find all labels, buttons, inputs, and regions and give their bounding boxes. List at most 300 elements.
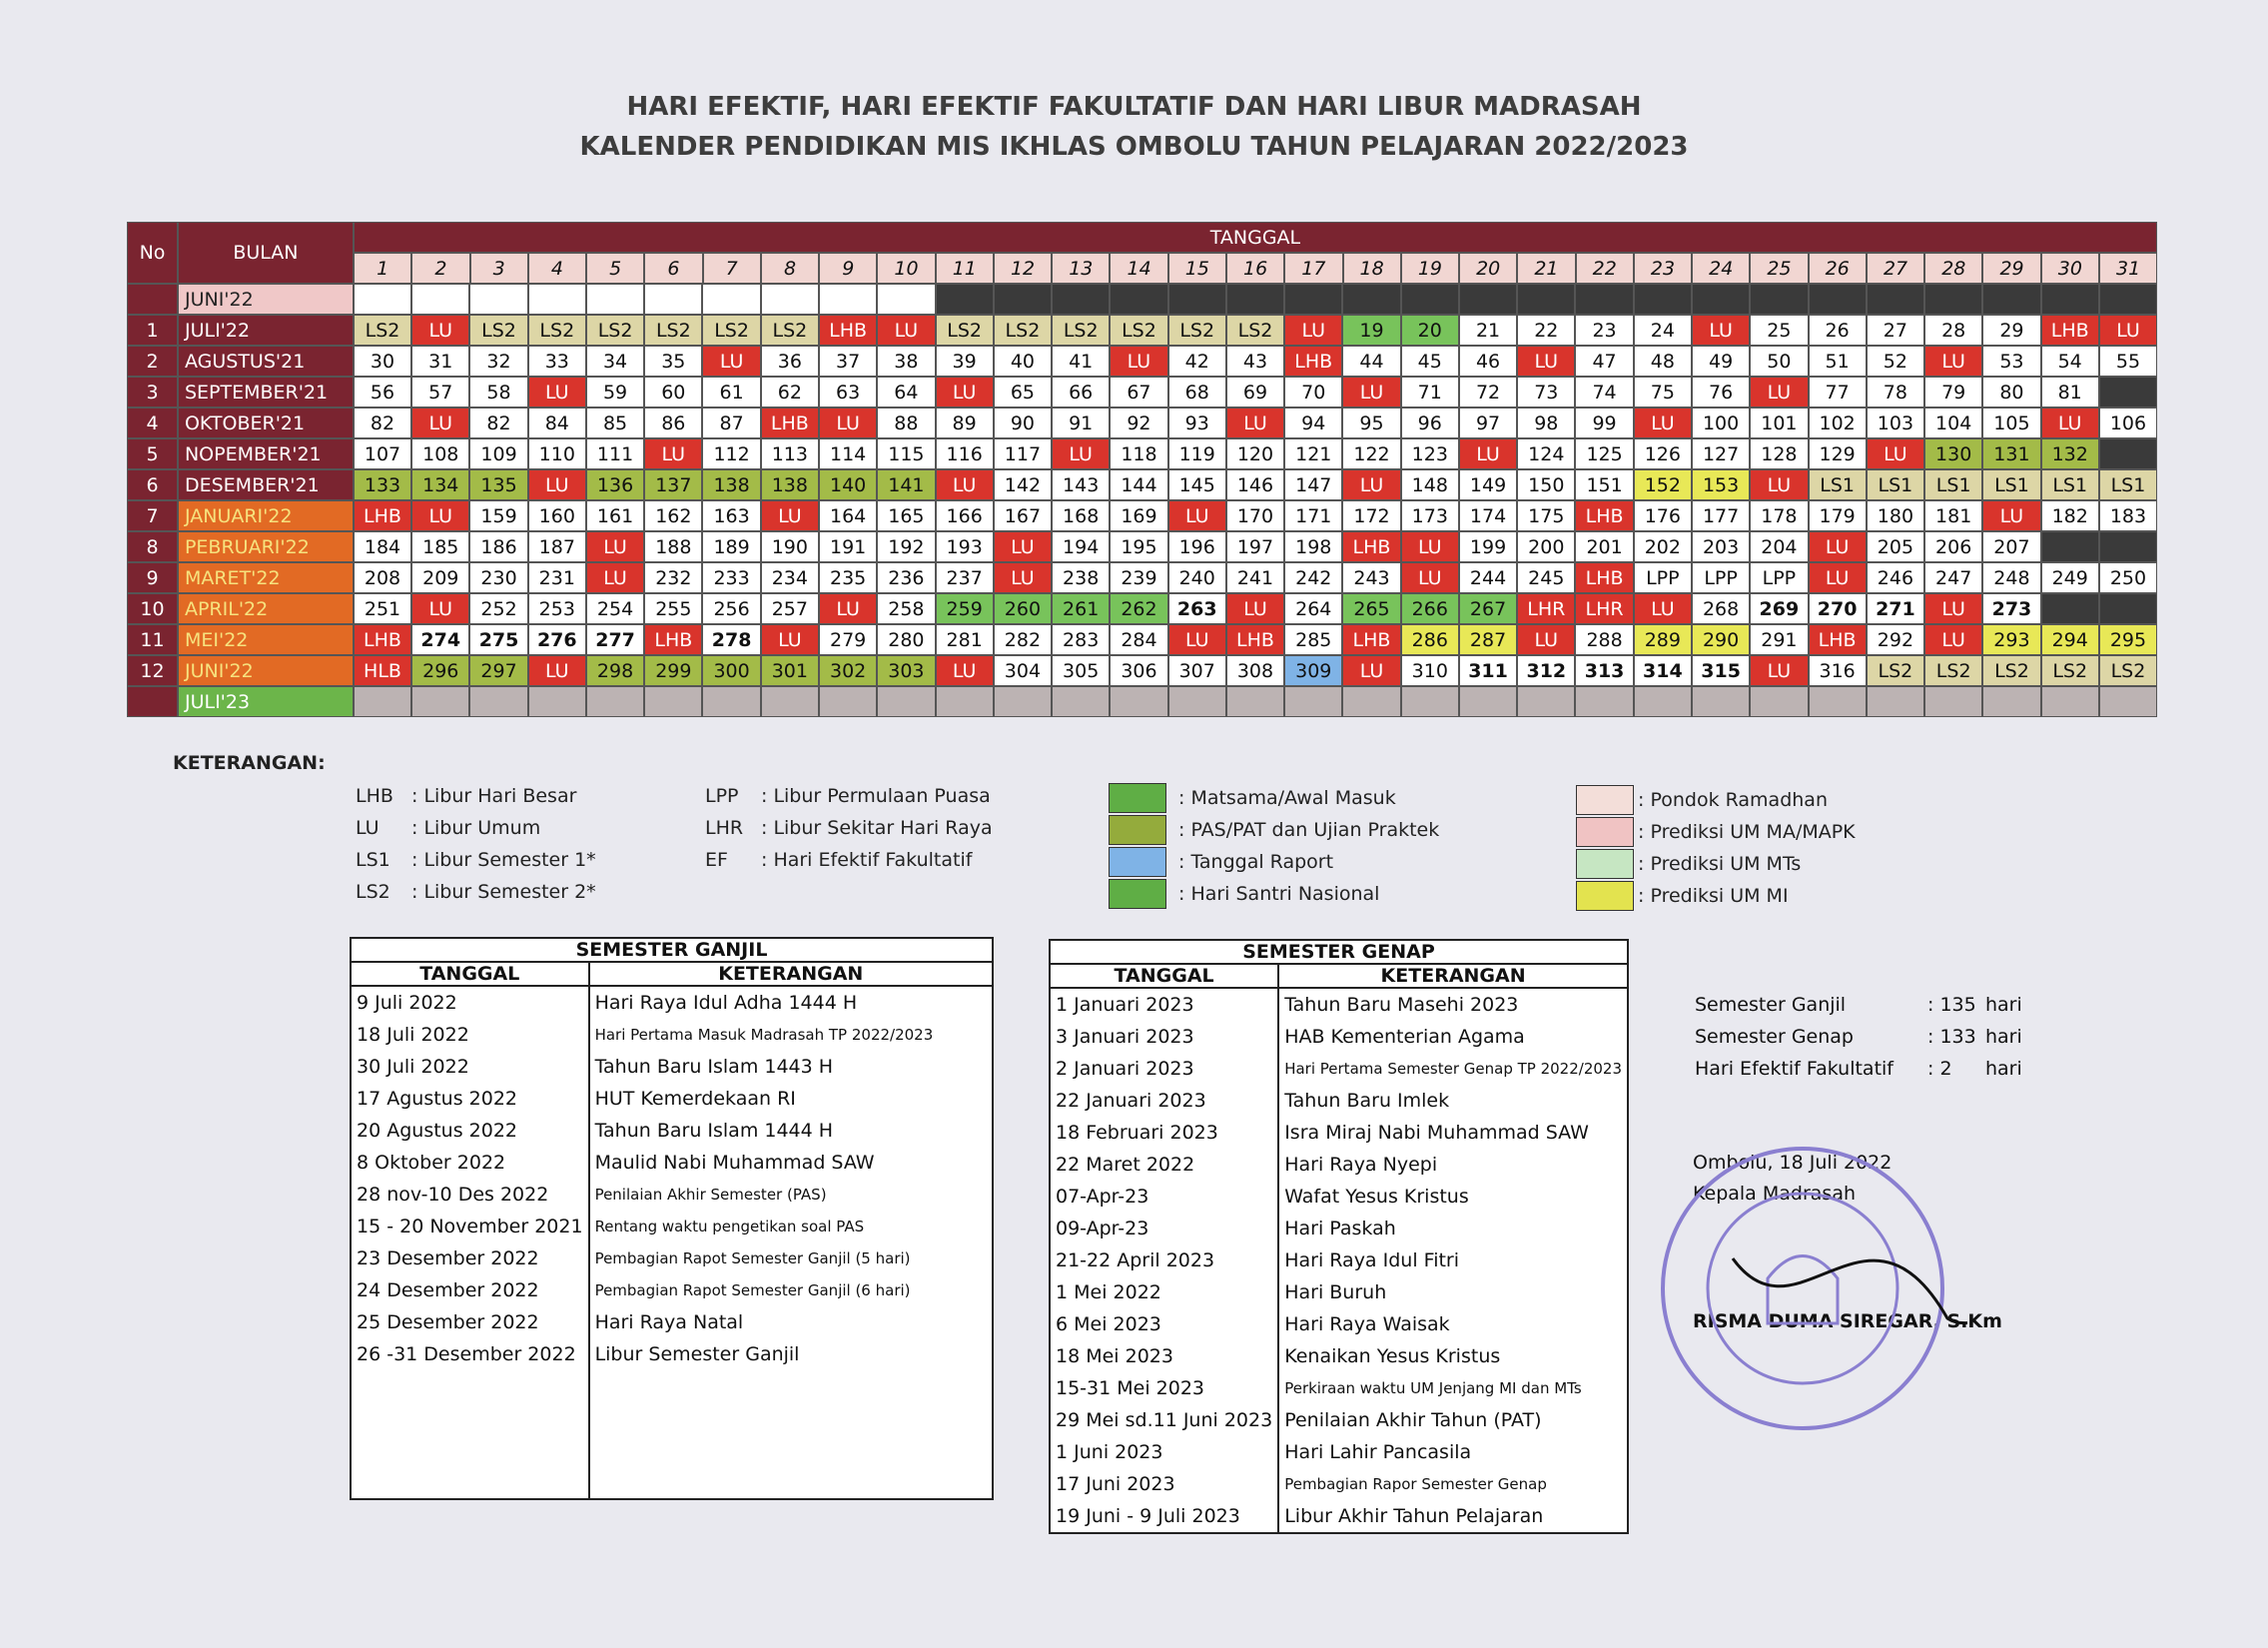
day-cell: 297 (469, 655, 527, 686)
day-cell: 76 (1692, 377, 1750, 408)
day-cell: 208 (354, 562, 411, 593)
day-cell: 69 (1226, 377, 1284, 408)
legend-color-desc: : Prediksi UM MI (1638, 885, 1789, 907)
day-cell: 161 (586, 500, 644, 531)
month-row (127, 531, 2157, 562)
day-cell (1052, 686, 1110, 717)
table-row (1050, 1181, 1628, 1213)
day-cell (1226, 686, 1284, 717)
legend-swatch (1576, 849, 1634, 879)
day-cell (644, 686, 702, 717)
day-cell (1401, 284, 1459, 315)
day-cell (469, 686, 527, 717)
day-cell: 284 (1110, 624, 1167, 655)
day-cell (761, 284, 819, 315)
row-date: 15 - 20 November 2021 (351, 1211, 589, 1242)
row-description: Pembagian Rapot Semester Ganjil (5 hari) (589, 1242, 993, 1274)
day-cell: LU (1226, 408, 1284, 438)
day-cell: 234 (761, 562, 819, 593)
day-cell: 29 (1982, 315, 2040, 346)
day-cell: 308 (1226, 655, 1284, 686)
day-cell: 263 (1168, 593, 1226, 624)
day-cell: 67 (1110, 377, 1167, 408)
month-row (127, 377, 2157, 408)
day-header: 17 (1284, 253, 1342, 284)
day-cell: 300 (702, 655, 760, 686)
table-row (1050, 988, 1628, 1021)
day-cell: 120 (1226, 438, 1284, 469)
day-header: 27 (1867, 253, 1924, 284)
day-cell: 105 (1982, 408, 2040, 438)
day-cell: 128 (1750, 438, 1808, 469)
row-date: 17 Juni 2023 (1050, 1468, 1278, 1500)
day-header: 14 (1110, 253, 1167, 284)
legend-color-desc: : Hari Santri Nasional (1178, 883, 1380, 905)
day-cell: 44 (1342, 346, 1400, 377)
day-cell: 305 (1052, 655, 1110, 686)
day-cell: 63 (819, 377, 877, 408)
day-cell: LS1 (2041, 469, 2099, 500)
day-cell: 112 (702, 438, 760, 469)
day-cell: 88 (877, 408, 935, 438)
day-cell: LS2 (2099, 655, 2157, 686)
day-cell (644, 284, 702, 315)
day-cell: 53 (1982, 346, 2040, 377)
day-cell: 298 (586, 655, 644, 686)
day-cell: LPP (1692, 562, 1750, 593)
day-cell: 160 (528, 500, 586, 531)
row-description: Hari Raya Waisak (1278, 1308, 1628, 1340)
legend-code: LHB (356, 785, 393, 807)
day-cell: 266 (1401, 593, 1459, 624)
day-cell: 236 (877, 562, 935, 593)
day-cell: 199 (1459, 531, 1517, 562)
month-row (127, 408, 2157, 438)
row-date (351, 1466, 589, 1499)
table-row (1050, 1213, 1628, 1244)
legend-swatch (1109, 815, 1166, 845)
legend-code-desc: : Libur Sekitar Hari Raya (761, 817, 993, 839)
day-header: 3 (470, 253, 528, 284)
day-cell: 280 (877, 624, 935, 655)
day-cell: LU (819, 593, 877, 624)
day-cell (1867, 284, 1924, 315)
table-row (351, 1019, 993, 1051)
legend-code: LPP (705, 785, 739, 807)
table-row (351, 1242, 993, 1274)
month-no: 7 (127, 500, 178, 531)
month-row (127, 438, 2157, 469)
day-cell (1226, 284, 1284, 315)
day-header: 23 (1634, 253, 1692, 284)
day-cell: 250 (2099, 562, 2157, 593)
day-cell: 150 (1517, 469, 1575, 500)
legend-code-desc: : Libur Semester 2* (411, 881, 596, 903)
day-header: 10 (877, 253, 935, 284)
day-cell: 61 (702, 377, 760, 408)
ganjil-title: SEMESTER GANJIL (351, 938, 993, 962)
day-cell: 278 (702, 624, 760, 655)
row-date: 07-Apr-23 (1050, 1181, 1278, 1213)
table-row (351, 1466, 993, 1499)
day-cell (761, 686, 819, 717)
legend-code: LHR (705, 817, 744, 839)
legend-color-desc: : PAS/PAT dan Ujian Praktek (1178, 819, 1440, 841)
row-date: 23 Desember 2022 (351, 1242, 589, 1274)
day-cell: 251 (354, 593, 411, 624)
month-name: JULI'23 (178, 686, 354, 717)
day-cell (586, 686, 644, 717)
day-cell: 114 (819, 438, 877, 469)
ganjil-col-tanggal: TANGGAL (351, 962, 589, 986)
day-cell: 80 (1982, 377, 2040, 408)
day-cell: 261 (1052, 593, 1110, 624)
day-cell: LS2 (702, 315, 760, 346)
day-cell: LS2 (1924, 655, 1982, 686)
day-cell: 265 (1342, 593, 1400, 624)
day-cell: 296 (411, 655, 469, 686)
day-cell: 306 (1110, 655, 1167, 686)
genap-title: SEMESTER GENAP (1050, 940, 1628, 964)
day-cell: 190 (761, 531, 819, 562)
day-cell (1168, 284, 1226, 315)
day-cell: 252 (469, 593, 527, 624)
row-date: 1 Mei 2022 (1050, 1276, 1278, 1308)
table-row (1050, 1117, 1628, 1149)
day-cell: 33 (528, 346, 586, 377)
day-cell (1342, 284, 1400, 315)
day-cell: LS2 (1982, 655, 2040, 686)
month-row (127, 469, 2157, 500)
day-cell (2099, 438, 2157, 469)
row-description: Libur Semester Ganjil (589, 1338, 993, 1370)
day-cell (1284, 284, 1342, 315)
legend-code: LU (356, 817, 379, 839)
month-name: DESEMBER'21 (178, 469, 354, 500)
day-cell: LHB (1575, 500, 1633, 531)
day-cell: 51 (1809, 346, 1867, 377)
day-header: 25 (1750, 253, 1808, 284)
day-cell: 86 (644, 408, 702, 438)
month-name: SEPTEMBER'21 (178, 377, 354, 408)
day-cell: 91 (1052, 408, 1110, 438)
day-header: 26 (1809, 253, 1867, 284)
row-description: Wafat Yesus Kristus (1278, 1181, 1628, 1213)
day-cell: 100 (1692, 408, 1750, 438)
table-row (351, 1051, 993, 1083)
day-cell: 258 (877, 593, 935, 624)
day-cell: 242 (1284, 562, 1342, 593)
day-cell: 206 (1924, 531, 1982, 562)
day-cell: 277 (586, 624, 644, 655)
day-cell: 125 (1575, 438, 1633, 469)
month-no: 8 (127, 531, 178, 562)
day-cell: 189 (702, 531, 760, 562)
day-cell: 246 (1867, 562, 1924, 593)
month-row (127, 593, 2157, 624)
month-name: OKTOBER'21 (178, 408, 354, 438)
day-cell (1575, 686, 1633, 717)
day-cell: LHB (2041, 315, 2099, 346)
summary-unit: hari (1985, 994, 2022, 1016)
table-row (1050, 1468, 1628, 1500)
day-cell: LU (1401, 562, 1459, 593)
day-cell: LHB (1809, 624, 1867, 655)
day-cell: 164 (819, 500, 877, 531)
day-cell: 32 (469, 346, 527, 377)
day-cell: 102 (1809, 408, 1867, 438)
day-header: 13 (1052, 253, 1110, 284)
day-cell: LU (1168, 624, 1226, 655)
day-cell (2099, 531, 2157, 562)
day-cell: 110 (528, 438, 586, 469)
day-cell: 108 (411, 438, 469, 469)
day-cell: 78 (1867, 377, 1924, 408)
day-cell: 140 (819, 469, 877, 500)
day-cell: LS1 (2099, 469, 2157, 500)
day-cell: LU (1809, 562, 1867, 593)
day-cell (1692, 686, 1750, 717)
row-description: HUT Kemerdekaan RI (589, 1083, 993, 1115)
day-cell: 135 (469, 469, 527, 500)
day-cell: 87 (702, 408, 760, 438)
day-cell: LU (644, 438, 702, 469)
day-cell: 182 (2041, 500, 2099, 531)
day-cell (1634, 686, 1692, 717)
day-cell: 123 (1401, 438, 1459, 469)
day-cell: LU (1342, 469, 1400, 500)
row-description: Tahun Baru Islam 1444 H (589, 1115, 993, 1147)
month-row (127, 686, 2157, 717)
day-cell (1809, 284, 1867, 315)
day-header: 20 (1459, 253, 1517, 284)
day-cell: 97 (1459, 408, 1517, 438)
day-cell: LU (528, 469, 586, 500)
day-cell: 289 (1634, 624, 1692, 655)
day-cell: 39 (936, 346, 994, 377)
legend-code: LS1 (356, 849, 390, 871)
row-description: Pembagian Rapor Semester Genap (1278, 1468, 1628, 1500)
day-cell: 46 (1459, 346, 1517, 377)
summary-label: Hari Efektif Fakultatif (1695, 1058, 1893, 1080)
day-cell: 264 (1284, 593, 1342, 624)
day-cell: 281 (936, 624, 994, 655)
day-cell: 176 (1634, 500, 1692, 531)
day-cell: 71 (1401, 377, 1459, 408)
day-cell (469, 284, 527, 315)
day-cell: LU (1867, 438, 1924, 469)
day-cell: 290 (1692, 624, 1750, 655)
day-cell: 19 (1342, 315, 1400, 346)
day-cell: LU (1924, 346, 1982, 377)
day-cell: LU (1342, 655, 1400, 686)
table-row (1050, 1021, 1628, 1053)
table-row (351, 1370, 993, 1402)
row-date: 21-22 April 2023 (1050, 1244, 1278, 1276)
day-header: 31 (2099, 253, 2157, 284)
day-cell: LU (2041, 408, 2099, 438)
day-cell: 153 (1692, 469, 1750, 500)
month-no: 12 (127, 655, 178, 686)
row-description (589, 1402, 993, 1434)
day-cell: LU (1052, 438, 1110, 469)
day-header: 30 (2041, 253, 2099, 284)
day-cell: 186 (469, 531, 527, 562)
day-cell: 203 (1692, 531, 1750, 562)
day-cell: 177 (1692, 500, 1750, 531)
day-cell: 109 (469, 438, 527, 469)
month-row (127, 562, 2157, 593)
day-header: 22 (1576, 253, 1634, 284)
day-cell: 118 (1110, 438, 1167, 469)
day-cell: 314 (1634, 655, 1692, 686)
legend-swatch (1109, 847, 1166, 877)
day-cell: LU (877, 315, 935, 346)
month-no: 3 (127, 377, 178, 408)
day-cell: LU (411, 408, 469, 438)
row-description: Kenaikan Yesus Kristus (1278, 1340, 1628, 1372)
day-cell: 162 (644, 500, 702, 531)
row-date: 6 Mei 2023 (1050, 1308, 1278, 1340)
day-cell: 245 (1517, 562, 1575, 593)
day-cell: 82 (469, 408, 527, 438)
day-cell (1575, 284, 1633, 315)
day-cell: LU (411, 593, 469, 624)
row-description: Hari Pertama Masuk Madrasah TP 2022/2023 (589, 1019, 993, 1051)
row-date: 18 Februari 2023 (1050, 1117, 1278, 1149)
day-cell: 81 (2041, 377, 2099, 408)
day-cell: 72 (1459, 377, 1517, 408)
day-cell (2099, 377, 2157, 408)
day-cell: 309 (1284, 655, 1342, 686)
day-cell: 47 (1575, 346, 1633, 377)
day-cell: 271 (1867, 593, 1924, 624)
day-cell: 294 (2041, 624, 2099, 655)
month-no: 5 (127, 438, 178, 469)
day-cell: 143 (1052, 469, 1110, 500)
table-row (351, 1274, 993, 1306)
day-cell: 64 (877, 377, 935, 408)
day-cell: 31 (411, 346, 469, 377)
row-description: Rentang waktu pengetikan soal PAS (589, 1211, 993, 1242)
row-date: 18 Juli 2022 (351, 1019, 589, 1051)
day-cell: 312 (1517, 655, 1575, 686)
day-cell: LU (994, 562, 1052, 593)
day-cell: HLB (354, 655, 411, 686)
month-no (127, 686, 178, 717)
legend-code-desc: : Libur Semester 1* (411, 849, 596, 871)
month-row (127, 624, 2157, 655)
row-date: 3 Januari 2023 (1050, 1021, 1278, 1053)
day-cell: 75 (1634, 377, 1692, 408)
day-cell: LPP (1750, 562, 1808, 593)
day-cell: 138 (761, 469, 819, 500)
day-cell: 279 (819, 624, 877, 655)
day-cell: LS1 (1867, 469, 1924, 500)
day-cell: 152 (1634, 469, 1692, 500)
month-no: 11 (127, 624, 178, 655)
day-cell: 260 (994, 593, 1052, 624)
day-cell: 233 (702, 562, 760, 593)
mosque-icon (1768, 1256, 1838, 1324)
day-header: 29 (1982, 253, 2040, 284)
day-cell (1634, 284, 1692, 315)
table-row (1050, 1436, 1628, 1468)
day-cell: 268 (1692, 593, 1750, 624)
row-description (589, 1434, 993, 1466)
summary-value: : 133 (1927, 1026, 1976, 1048)
day-cell (411, 686, 469, 717)
summary-label: Semester Ganjil (1695, 994, 1847, 1016)
day-cell: LU (819, 408, 877, 438)
day-cell: 98 (1517, 408, 1575, 438)
row-description: Hari Paskah (1278, 1213, 1628, 1244)
day-cell: 73 (1517, 377, 1575, 408)
day-cell (1517, 284, 1575, 315)
semester-ganjil-table (350, 937, 994, 1500)
row-date: 2 Januari 2023 (1050, 1053, 1278, 1085)
table-row (1050, 1500, 1628, 1533)
day-cell: 313 (1575, 655, 1633, 686)
day-cell: LU (528, 655, 586, 686)
table-row (1050, 1276, 1628, 1308)
day-cell: 111 (586, 438, 644, 469)
day-cell: LU (1924, 593, 1982, 624)
day-cell: LU (1809, 531, 1867, 562)
table-row (351, 1147, 993, 1179)
day-cell: 96 (1401, 408, 1459, 438)
row-date: 22 Maret 2022 (1050, 1149, 1278, 1181)
day-cell: 287 (1459, 624, 1517, 655)
day-cell: 134 (411, 469, 469, 500)
day-cell: 36 (761, 346, 819, 377)
month-name: JUNI'22 (178, 655, 354, 686)
day-cell: 92 (1110, 408, 1167, 438)
day-cell: 288 (1575, 624, 1633, 655)
day-header: 6 (644, 253, 702, 284)
day-header: 28 (1924, 253, 1982, 284)
day-cell (1982, 686, 2040, 717)
day-cell: LHR (1517, 593, 1575, 624)
signature-name: RISMA DUMA SIREGAR, S.Km (1693, 1310, 2002, 1332)
day-cell: LS2 (469, 315, 527, 346)
day-cell: 202 (1634, 531, 1692, 562)
day-cell: 248 (1982, 562, 2040, 593)
day-header: 8 (761, 253, 819, 284)
month-no: 9 (127, 562, 178, 593)
month-name: PEBRUARI'22 (178, 531, 354, 562)
day-cell: 200 (1517, 531, 1575, 562)
day-cell: 24 (1634, 315, 1692, 346)
day-cell: 27 (1867, 315, 1924, 346)
row-description: Perkiraan waktu UM Jenjang MI dan MTs (1278, 1372, 1628, 1404)
day-cell (702, 686, 760, 717)
legend-code: EF (705, 849, 728, 871)
day-cell: 74 (1575, 377, 1633, 408)
day-cell: 259 (936, 593, 994, 624)
day-cell: 163 (702, 500, 760, 531)
day-cell: 168 (1052, 500, 1110, 531)
day-cell: LU (1750, 469, 1808, 500)
day-cell: 169 (1110, 500, 1167, 531)
legend-color-desc: : Tanggal Raport (1178, 851, 1334, 873)
day-cell: 293 (1982, 624, 2040, 655)
day-cell (1401, 686, 1459, 717)
day-cell: 106 (2099, 408, 2157, 438)
day-cell: LU (1517, 624, 1575, 655)
ganjil-col-keterangan: KETERANGAN (589, 962, 993, 986)
day-header: 16 (1226, 253, 1284, 284)
